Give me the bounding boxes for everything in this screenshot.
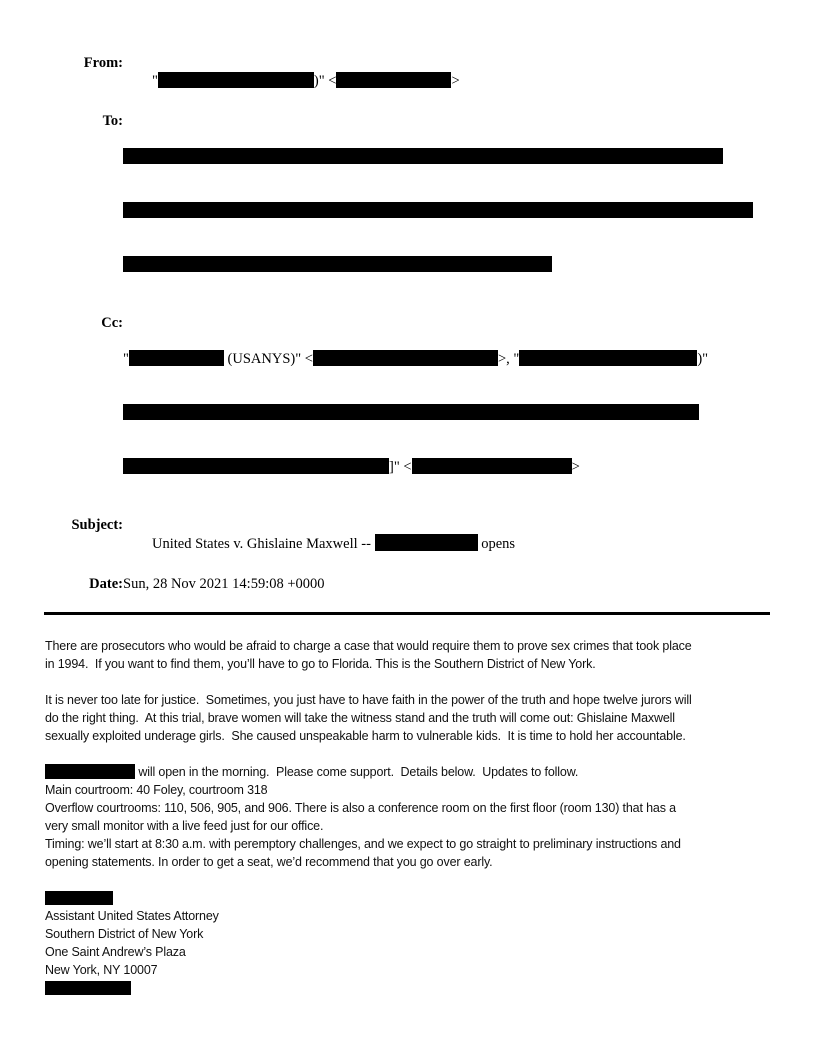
- cc-open-quote: ": [123, 351, 129, 367]
- signature-line: Southern District of New York: [45, 927, 204, 941]
- cc-separator-text: >, ": [497, 351, 520, 367]
- from-close-bracket: >: [451, 73, 460, 89]
- cc-value: [123, 314, 816, 512]
- redaction-bar: [313, 350, 498, 366]
- cc-close-quote: )": [697, 351, 709, 367]
- subject-label: Subject:: [71, 517, 123, 533]
- email-body: [45, 637, 796, 997]
- from-value: [123, 54, 816, 108]
- body-line: There are prosecutors who would be afraid to charge a case that would require them to prove sex crimes that took place: [45, 639, 692, 653]
- header-cc-row: [0, 314, 816, 512]
- header-date-row: [0, 575, 816, 593]
- cc-line-2: [123, 404, 816, 422]
- to-label: To:: [102, 113, 123, 129]
- body-paragraph-3: [45, 763, 796, 871]
- body-line: Overflow courtrooms: 110, 506, 905, and 906. There is also a conference room on the first floor (room 130) that has a: [45, 801, 676, 815]
- body-line: Timing: we’ll start at 8:30 a.m. with peremptory challenges, and we expect to go straight to preliminary instructions and: [45, 837, 681, 851]
- cc-line-3: [123, 458, 816, 476]
- redaction-bar: [412, 458, 572, 474]
- signature-line: Assistant United States Attorney: [45, 909, 219, 923]
- from-open-quote: ": [152, 73, 158, 89]
- to-redaction-line-3: [123, 256, 816, 274]
- redaction-bar: [123, 256, 552, 272]
- date-value: Sun, 28 Nov 2021 14:59:08 +0000: [123, 576, 325, 592]
- redaction-bar: [129, 350, 224, 366]
- redaction-bar: [336, 72, 451, 88]
- redaction-bar: [45, 891, 113, 905]
- header-body-separator: [44, 612, 770, 615]
- redaction-bar: [519, 350, 697, 366]
- redaction-bar: [375, 534, 478, 551]
- blank-line: [45, 745, 796, 763]
- body-line: opening statements. In order to get a seat, we’d recommend that you go over early.: [45, 855, 493, 869]
- cc-label: Cc:: [101, 315, 123, 331]
- signature-name-redaction-line: [45, 889, 796, 907]
- header-from-row: [0, 54, 816, 108]
- signature-phone-redaction-line: [45, 979, 796, 997]
- cc-bracket-text: ]" <: [389, 459, 412, 475]
- redaction-bar: [123, 202, 753, 218]
- from-mid-text: )" <: [313, 73, 337, 89]
- redaction-bar: [123, 404, 699, 420]
- from-label: From:: [83, 55, 123, 71]
- subject-text: United States v. Ghislaine Maxwell --: [152, 536, 375, 552]
- body-line: sexually exploited underage girls. She caused unspeakable harm to vulnerable kids. It is time to hold her accountable.: [45, 729, 686, 743]
- header-subject-row: [0, 516, 816, 571]
- body-line-redacted-intro: [45, 763, 796, 781]
- to-redaction-line-2: [123, 202, 816, 220]
- redaction-bar: [123, 458, 389, 474]
- body-line: It is never too late for justice. Sometimes, you just have to have faith in the power of the truth and hope twelve jurors will: [45, 693, 692, 707]
- body-line: do the right thing. At this trial, brave women will take the witness stand and the truth will come out: Ghislaine Maxwell: [45, 711, 675, 725]
- cc-usanys-text: (USANYS)" <: [223, 351, 313, 367]
- redaction-bar: [45, 764, 135, 779]
- blank-line: [45, 673, 796, 691]
- header-to-row: [0, 112, 816, 310]
- subject-suffix-text: opens: [477, 536, 516, 552]
- date-label: Date:: [89, 576, 123, 592]
- to-value: [123, 112, 816, 310]
- redaction-bar: [158, 72, 314, 88]
- cc-close-bracket: >: [571, 459, 580, 475]
- body-line: Main courtroom: 40 Foley, courtroom 318: [45, 783, 268, 797]
- cc-line-1: [123, 350, 816, 368]
- blank-line: [45, 871, 796, 889]
- signature-line: One Saint Andrew’s Plaza: [45, 945, 186, 959]
- body-line: very small monitor with a live feed just for our office.: [45, 819, 324, 833]
- intro-text: will open in the morning. Please come support. Details below. Updates to follow.: [135, 765, 579, 779]
- signature-block: [45, 889, 796, 997]
- to-redaction-line-1: [123, 148, 816, 166]
- redaction-bar: [45, 981, 131, 995]
- subject-value: [123, 516, 816, 571]
- body-line: in 1994. If you want to find them, you’ll have to go to Florida. This is the Southern District of New York.: [45, 657, 596, 671]
- body-paragraph-2: [45, 691, 796, 745]
- signature-line: New York, NY 10007: [45, 963, 158, 977]
- redaction-bar: [123, 148, 723, 164]
- body-paragraph-1: [45, 637, 796, 673]
